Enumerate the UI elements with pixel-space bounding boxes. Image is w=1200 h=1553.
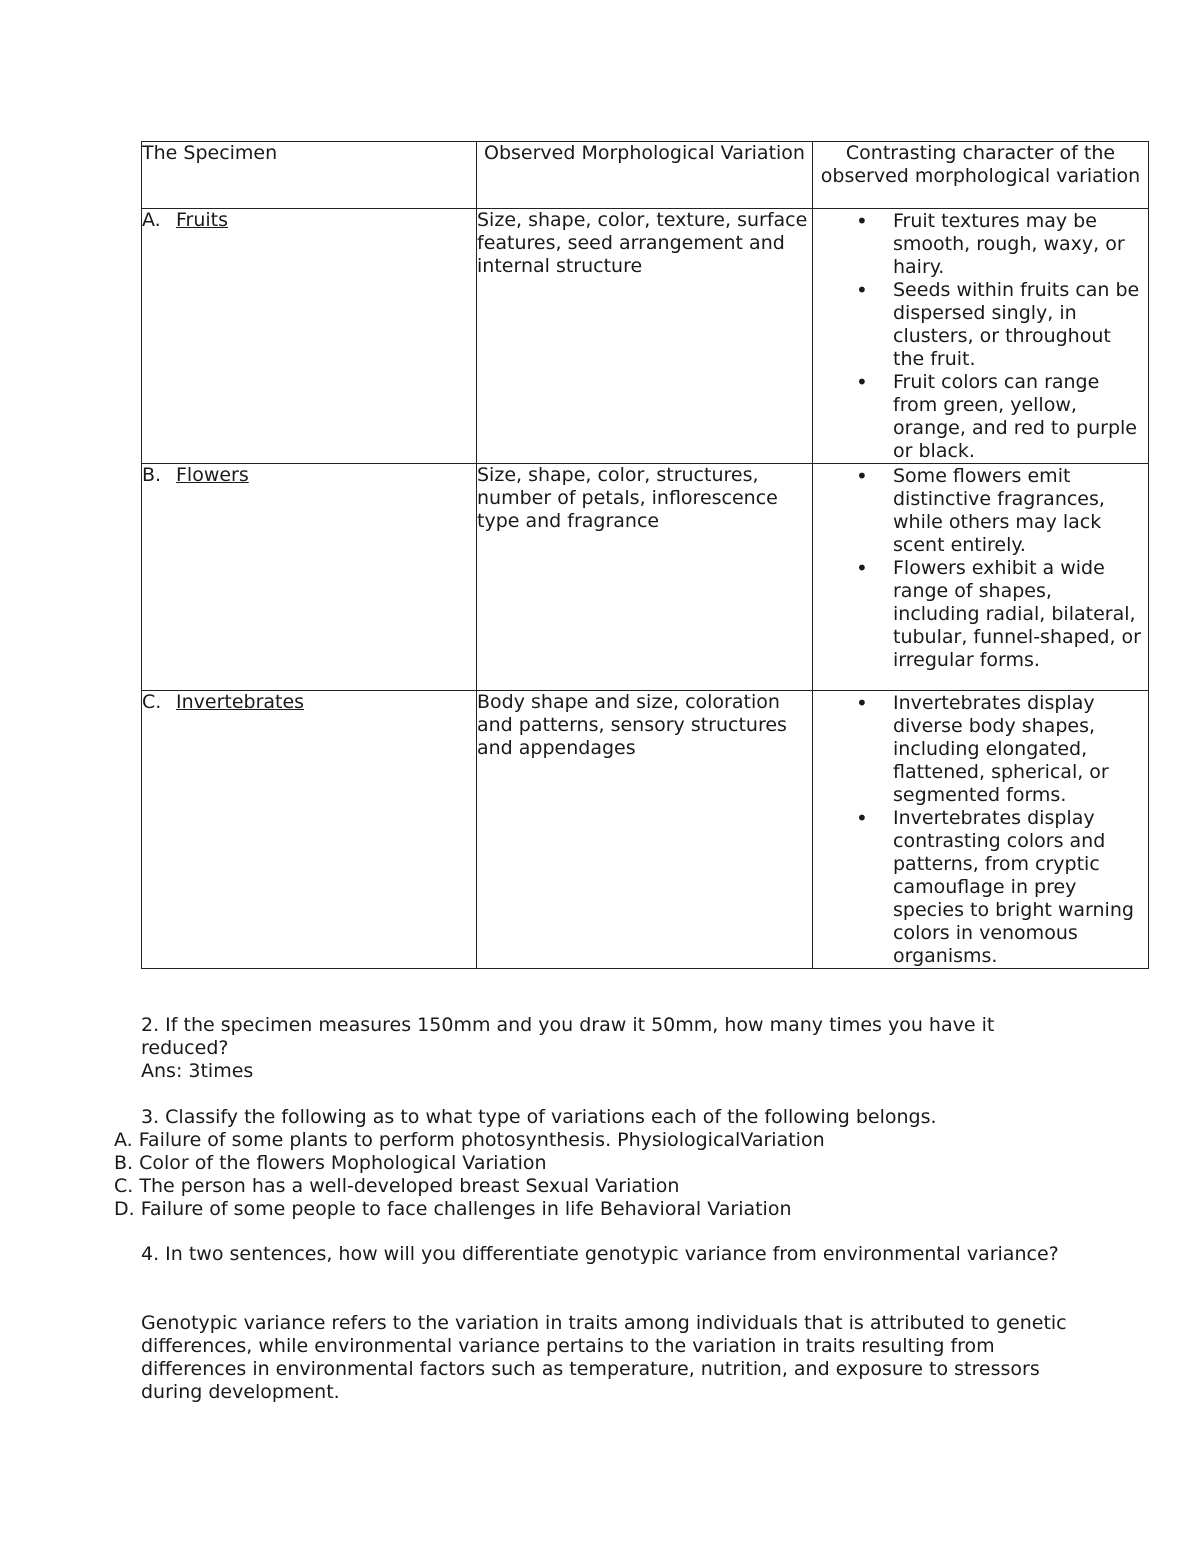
- question-4-answer: Genotypic variance refers to the variation in traits among individuals that is attributed to genetic differences, while environmental variance pertains to the variation in traits resulting from differences in environmental factors such as temperature, nutrition, and exposure to stressors during development.: [141, 1312, 1067, 1403]
- list-item: • Fruit textures may be smooth, rough, waxy, or hairy.: [813, 210, 1142, 279]
- header-observed: Observed Morphological Variation: [477, 142, 813, 209]
- specimen-letter: B.: [142, 464, 162, 486]
- table-row: [142, 464, 1149, 691]
- question-2: [141, 1014, 1061, 1083]
- contrast-list: [813, 464, 1148, 672]
- table-row: [142, 209, 1149, 464]
- list-item: • Invertebrates display diverse body shapes, including elongated, flattened, spherical, or segmented forms.: [813, 692, 1142, 807]
- observed-cell: Size, shape, color, structures, number of petals, inflorescence type and fragrance: [477, 464, 813, 691]
- header-contrasting: Contrasting character of the observed morphological variation: [813, 142, 1149, 209]
- specimen-name: Fruits: [176, 209, 229, 231]
- variation-table: [141, 141, 1149, 969]
- list-item: C. The person has a well-developed breast Sexual Variation: [114, 1175, 680, 1197]
- specimen-cell: [142, 464, 477, 691]
- specimen-name: Flowers: [176, 464, 249, 486]
- list-item: • Some flowers emit distinctive fragrances, while others may lack scent entirely.: [813, 465, 1142, 557]
- contrast-cell: [813, 691, 1149, 969]
- header-specimen: The Specimen: [142, 142, 477, 209]
- list-item: • Fruit colors can range from green, yellow, orange, and red to purple or black.: [813, 371, 1142, 463]
- question-3-text: 3. Classify the following as to what type of variations each of the following belongs.: [141, 1106, 937, 1128]
- table-row: [142, 691, 1149, 969]
- list-item: A. Failure of some plants to perform photosynthesis. PhysiologicalVariation: [114, 1129, 825, 1151]
- question-2-text: 2. If the specimen measures 150mm and you draw it 50mm, how many times you have it reduced?: [141, 1014, 995, 1059]
- question-4-text: 4. In two sentences, how will you differentiate genotypic variance from environmental variance?: [141, 1243, 1059, 1265]
- specimen-letter: C.: [142, 691, 162, 713]
- observed-cell: Size, shape, color, texture, surface features, seed arrangement and internal structure: [477, 209, 813, 464]
- list-item: D. Failure of some people to face challenges in life Behavioral Variation: [114, 1198, 792, 1220]
- specimen-letter: A.: [142, 209, 161, 231]
- list-item: • Seeds within fruits can be dispersed singly, in clusters, or throughout the fruit.: [813, 279, 1142, 371]
- question-2-answer: Ans: 3times: [141, 1060, 254, 1082]
- contrast-list: [813, 691, 1148, 968]
- list-item: B. Color of the flowers Mophological Variation: [114, 1152, 547, 1174]
- list-item: • Flowers exhibit a wide range of shapes, including radial, bilateral, tubular, funnel-shaped, or irregular forms.: [813, 557, 1142, 672]
- contrast-cell: [813, 464, 1149, 691]
- list-item: • Invertebrates display contrasting colors and patterns, from cryptic camouflage in prey species to bright warning colors in venomous organisms.: [813, 807, 1142, 968]
- observed-cell: Body shape and size, coloration and patterns, sensory structures and appendages: [477, 691, 813, 969]
- specimen-cell: [142, 209, 477, 464]
- contrast-cell: [813, 209, 1149, 464]
- question-3-items: [114, 1129, 1074, 1221]
- specimen-cell: [142, 691, 477, 969]
- table-header-row: [142, 142, 1149, 209]
- contrast-list: [813, 209, 1148, 463]
- specimen-name: Invertebrates: [176, 691, 305, 713]
